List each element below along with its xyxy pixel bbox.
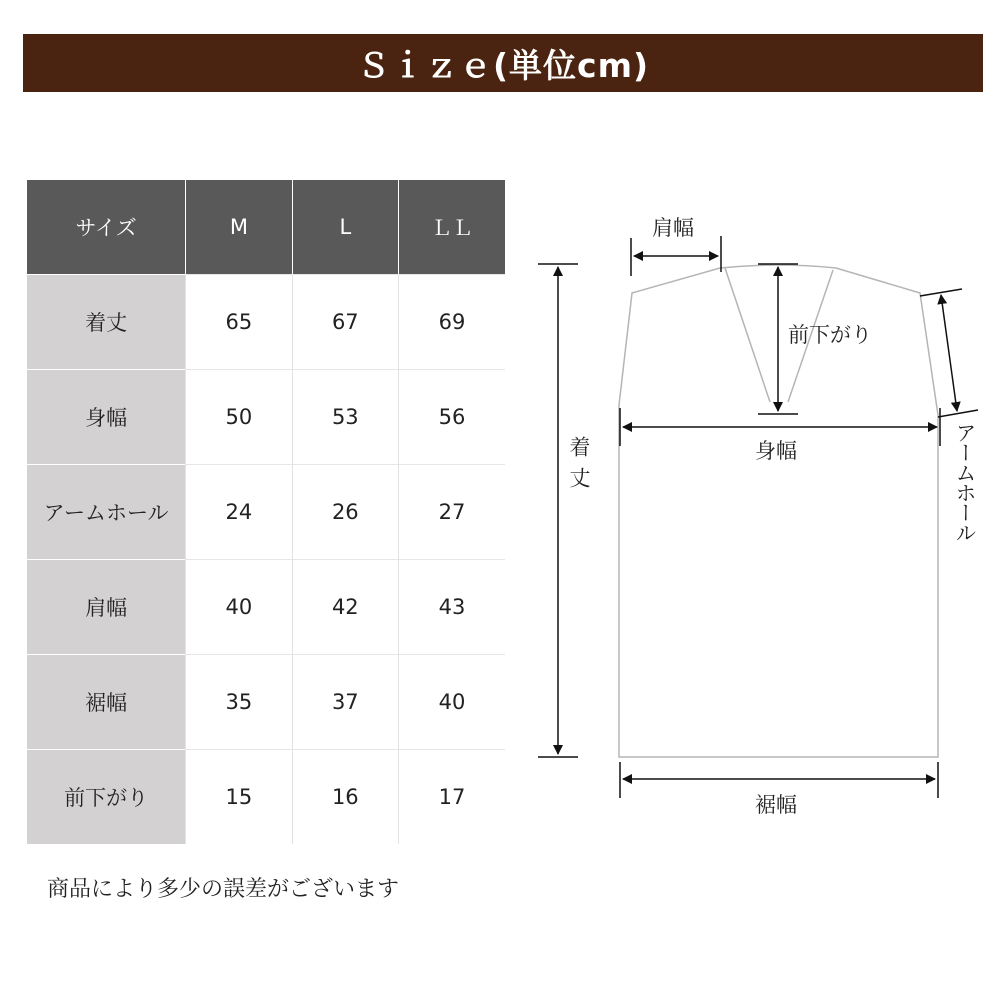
row-label: 前下がり: [27, 750, 186, 845]
table-cell: 42: [292, 560, 398, 655]
table-cell: 17: [399, 750, 505, 845]
disclaimer-note: 商品により多少の誤差がございます: [47, 877, 400, 902]
table-cell: 43: [399, 560, 505, 655]
table-cell: 69: [399, 275, 505, 370]
table-cell: 40: [186, 560, 292, 655]
shoulder-width-dimension: [631, 236, 721, 276]
table-cell: 67: [292, 275, 398, 370]
neck-drop-label: 前下がり: [788, 323, 872, 347]
table-cell: 53: [292, 370, 398, 465]
table-cell: 24: [186, 465, 292, 560]
body-width-label: 身幅: [755, 439, 797, 463]
page-title: Ｓｉｚｅ(単位cm): [356, 45, 650, 85]
hem-width-label: 裾幅: [755, 793, 797, 817]
row-label: アームホール: [27, 465, 186, 560]
table-cell: 50: [186, 370, 292, 465]
length-dimension: [538, 264, 578, 757]
column-header: ＬＬ: [399, 180, 505, 275]
table-cell: 40: [399, 655, 505, 750]
row-label: 肩幅: [27, 560, 186, 655]
table-cell: 16: [292, 750, 398, 845]
row-label: 裾幅: [27, 655, 186, 750]
table-cell: 15: [186, 750, 292, 845]
row-label: 身幅: [27, 370, 186, 465]
shoulder-width-label: 肩幅: [652, 216, 694, 240]
table-cell: 35: [186, 655, 292, 750]
row-label: 着丈: [27, 275, 186, 370]
table-cell: 56: [399, 370, 505, 465]
column-header: サイズ: [27, 180, 186, 275]
table-cell: 65: [186, 275, 292, 370]
table-cell: 26: [292, 465, 398, 560]
table-cell: 27: [399, 465, 505, 560]
length-label: 着丈: [567, 436, 591, 498]
armhole-label: アームホール: [953, 422, 977, 542]
column-header: M: [186, 180, 292, 275]
table-cell: 37: [292, 655, 398, 750]
v-neck-line-left: [725, 268, 770, 402]
column-header: L: [292, 180, 398, 275]
